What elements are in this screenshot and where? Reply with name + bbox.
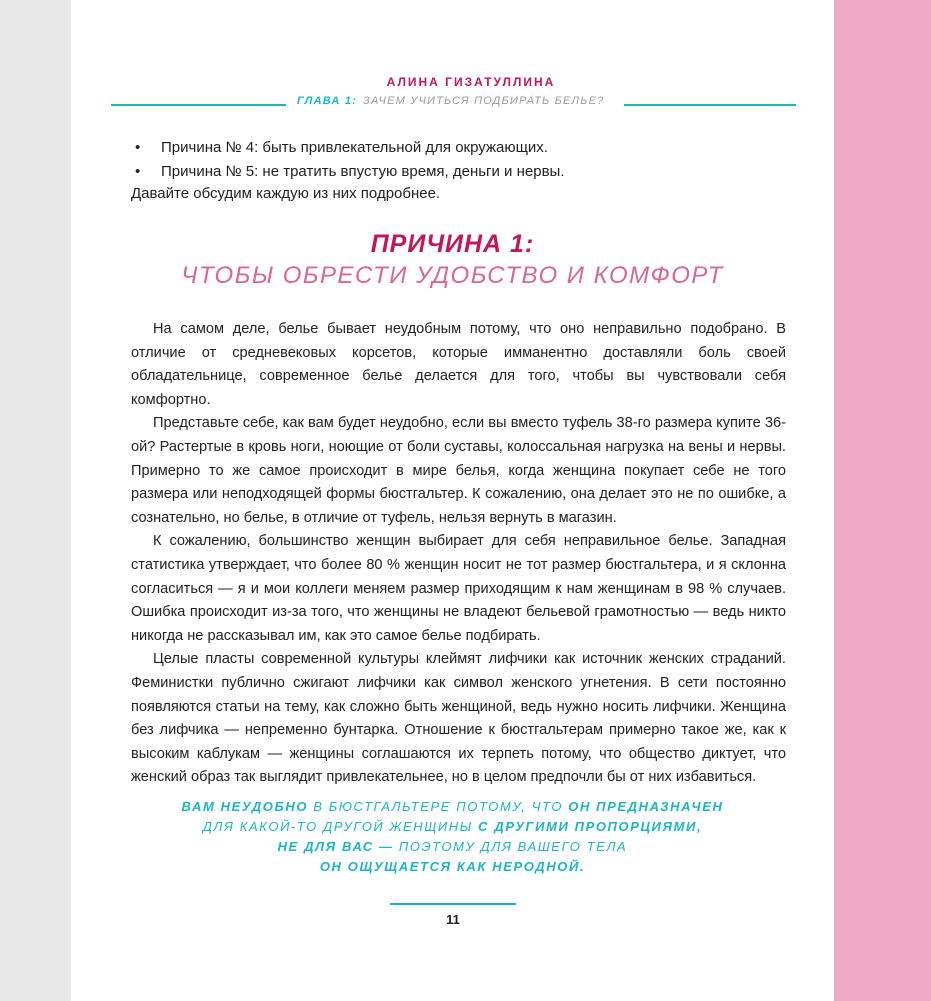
header-rule-right [624, 104, 796, 106]
paragraph: На самом деле, белье бывает неудобным потому, что оно неправильно подобрано. В отличие от средневековых корсетов, которые имманентно доставляли боль своей обладательнице, современное белье делается для того, чтобы вы чувствовали себя комфортно. [131, 321, 786, 408]
quote-light: ДЛЯ КАКОЙ-ТО ДРУГОЙ ЖЕНЩИНЫ [202, 819, 473, 834]
paragraph: Целые пласты современной культуры клеймят лифчики как источник женских страданий. Феминистки публично сжигают лифчики как символ женского угнетения. В сети постоянно появляются статьи на тему, как сложно быть женщиной, ведь нужно носить лифчики. Женщина без лифчика — непременно бунтарка. Отношение к бюстгальтерам примерно такое же, как к высоким каблукам — женщины соглашаются их терпеть потому, что общество диктует, что женский образ так выглядит привлекательнее, но в целом предпочли бы от них избавиться. [131, 651, 786, 786]
pull-quote [111, 797, 794, 877]
list-item [135, 160, 565, 184]
pull-quote-line [111, 837, 794, 857]
page-number-rule [390, 903, 516, 905]
quote-bold: С ДРУГИМИ ПРОПОРЦИЯМИ, [478, 819, 703, 834]
page-number: 11 [446, 912, 460, 927]
body-text [131, 318, 786, 790]
quote-bold: ВАМ НЕУДОБНО [181, 799, 309, 814]
running-header-chapter [297, 95, 617, 107]
list-item-text: Причина № 4: быть привлекательной для окружающих. [161, 139, 548, 156]
paragraph: Представьте себе, как вам будет неудобно, если вы вместо туфель 38-го размера купите 36-ой? Растертые в кровь ноги, ноющие от боли суставы, колоссальная нагрузка на вены и нервы. Примерно то же самое происходит в мире белья, когда женщина покупает себе не того размера или неподходящей формы бюстгальтер. К сожалению, она делает это не по ошибке, а сознательно, но белье, в отличие от туфель, нельзя вернуть в магазин. [131, 415, 786, 526]
bullet-icon: • [135, 163, 141, 180]
section-subheading: ЧТОБЫ ОБРЕСТИ УДОБСТВО И КОМФОРТ [181, 262, 724, 289]
quote-light: В БЮСТГАЛЬТЕРЕ ПОТОМУ, ЧТО [313, 799, 564, 814]
list-item [135, 136, 565, 160]
bullet-icon: • [135, 139, 141, 156]
book-page [71, 0, 834, 1001]
pull-quote-line [111, 797, 794, 817]
quote-bold: ОН ПРЕДНАЗНАЧЕН [568, 799, 724, 814]
chapter-label: ГЛАВА 1: [297, 95, 358, 107]
quote-bold: НЕ ДЛЯ ВАС — [277, 839, 394, 854]
header-rule-left [111, 104, 286, 106]
right-margin-strip [834, 0, 931, 1001]
list-item-text: Причина № 5: не тратить впустую время, деньги и нервы. [161, 163, 565, 180]
quote-light: ПОЭТОМУ ДЛЯ ВАШЕГО ТЕЛА [398, 839, 628, 854]
section-heading: ПРИЧИНА 1: [370, 230, 535, 258]
running-header-author: АЛИНА ГИЗАТУЛЛИНА [386, 75, 556, 89]
chapter-title: ЗАЧЕМ УЧИТЬСЯ ПОДБИРАТЬ БЕЛЬЕ? [363, 95, 605, 107]
lead-sentence: Давайте обсудим каждую из них подробнее. [131, 185, 441, 202]
left-margin-strip [0, 0, 71, 1001]
reasons-list [135, 136, 565, 184]
pull-quote-line [111, 857, 794, 877]
quote-bold: ОН ОЩУЩАЕТСЯ КАК НЕРОДНОЙ. [319, 859, 586, 874]
pull-quote-line [111, 817, 794, 837]
paragraph: К сожалению, большинство женщин выбирает для себя неправильное белье. Западная статистика утверждает, что более 80 % женщин носит не тот размер бюстгальтера, и я склонна согласиться — я и мои коллеги меняем размер приходящим к нам женщинам в 98 % случаев. Ошибка происходит из-за того, что женщины не владеют бельевой грамотностью — ведь никто никогда не рассказывал им, как это самое белье подбирать. [131, 533, 786, 644]
